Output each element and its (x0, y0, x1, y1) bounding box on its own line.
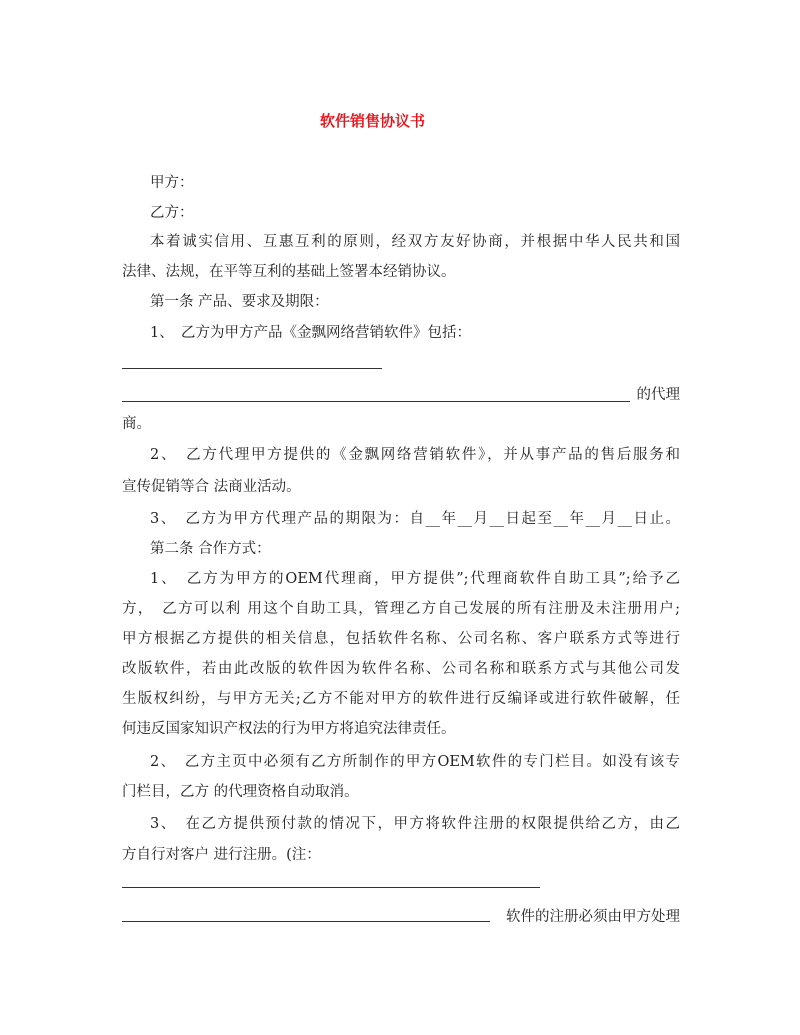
clause-line: 软件的注册必须由甲方处理 (506, 909, 680, 925)
document-title: 软件销售协议书 (319, 112, 425, 130)
clause-line: 1、 乙方为甲方的OEM代理商，甲方提供”;代理商软件自助工具”;给予乙 (150, 571, 680, 587)
clause-line: 1、 乙方为甲方产品《金飘网络营销软件》包括： (150, 325, 471, 341)
clause-line: 3、 乙方为甲方代理产品的期限为：自__年__月__日起至__年__月__日止。 (150, 511, 680, 527)
clause-line: 的代理 (636, 387, 680, 403)
clause-line: 宣传促销等合 法商业活动。 (122, 479, 301, 495)
clause-line: 2、 乙方代理甲方提供的《金飘网络营销软件》，并从事产品的售后服务和 (150, 447, 680, 463)
clause-line: 改版软件，若由此改版的软件因为软件名称、公司名称和联系方式与其他公司发 (122, 661, 680, 677)
clause-line: 方自行对客户 进行注册。(注： (122, 847, 321, 863)
clause-line: 2、 乙方主页中必须有乙方所制作的甲方OEM软件的专门栏目。如没有该专 (150, 754, 680, 770)
clause-line: 生版权纠纷，与甲方无关;乙方不能对甲方的软件进行反编译或进行软件破解，任 (122, 691, 680, 707)
article-2-heading: 第二条 合作方式： (150, 541, 271, 557)
preamble-line: 法律、法规，在平等互利的基础上签署本经销协议。 (122, 264, 456, 280)
article-1-heading: 第一条 产品、要求及期限： (150, 294, 329, 310)
party-b-label: 乙方： (150, 205, 194, 221)
clause-line: 商。 (122, 416, 151, 432)
clause-line: 甲方根据乙方提供的相关信息，包括软件名称、公司名称、客户联系方式等进行 (122, 631, 680, 647)
blank-underline (122, 887, 540, 888)
blank-underline (122, 921, 490, 922)
clause-line: 方， 乙方可以利 用这个自助工具，管理乙方自己发展的所有注册及未注册用户; (122, 601, 680, 617)
preamble-line: 本着诚实信用、互惠互利的原则，经双方友好协商，并根据中华人民共和国 (150, 234, 680, 250)
party-a-label: 甲方： (150, 175, 194, 191)
clause-line: 何违反国家知识产权法的行为甲方将追究法律责任。 (122, 721, 456, 737)
blank-underline (122, 368, 382, 369)
clause-line: 3、 在乙方提供预付款的情况下，甲方将软件注册的权限提供给乙方，由乙 (150, 816, 680, 832)
blank-underline (122, 401, 630, 402)
clause-line: 门栏目，乙方 的代理资格自动取消。 (122, 784, 359, 800)
